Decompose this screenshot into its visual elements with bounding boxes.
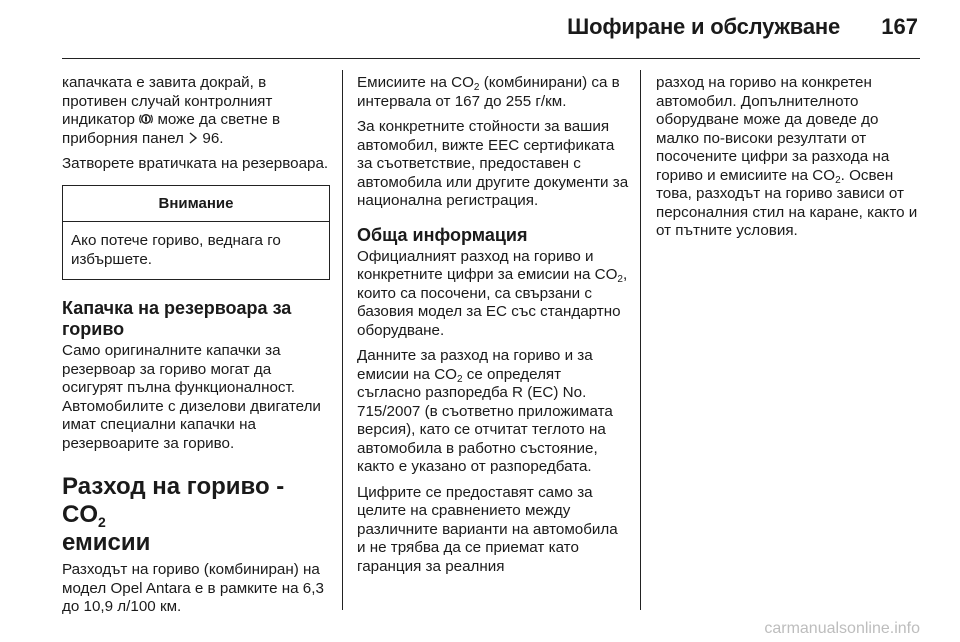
paragraph [357,347,629,477]
page-reference-arrow-icon [188,132,198,144]
section-heading-general: Обща информация [357,224,528,245]
text: Данните за разход на гориво и за емисии на CO [357,347,593,383]
warning-box [62,185,330,281]
text: Официалният разход на гориво и конкретните цифри за емисии на CO [357,247,618,283]
watermark: carmanualsonline.info [764,620,920,637]
column-divider-2 [640,70,641,610]
paragraph: Само оригиналните капачки за резервоар за гориво могат да осигурят пълна функционалност. Автомобилите с дизелови двигатели имат специални капачки на резервоарите за гориво. [62,342,321,452]
paragraph: Цифрите се предоставят само за целите на сравнението между различните варианти на автомобила и не трябва да се приемат като гаранция за реалния [357,483,618,575]
header-rule [62,58,920,59]
heading-text: Разход на гориво - CO [62,473,285,528]
column-2 [357,74,629,583]
heading-text: емисии [62,529,151,556]
text: може да светне в приборния панел [62,111,281,147]
section-heading-fuel-cap: Капачка на резервоара за гориво [62,298,292,339]
page-number: 167 [881,14,918,39]
paragraph [62,74,330,148]
subscript: 2 [473,82,480,93]
paragraph: За конкретните стойности за вашия автомобил, вижте ЕЕС сертификата за съответствие, предоставен с автомобила или другите документи за национална регистрация. [357,118,629,209]
subscript: 2 [457,373,463,385]
paragraph [357,74,629,111]
page-header-title: Шофиране и обслужване [567,14,840,39]
subscript: 2 [617,274,623,285]
column-3 [656,74,924,248]
fuel-cap-warning-icon [139,112,153,126]
subscript: 2 [98,514,106,530]
page-reference[interactable]: 96. [202,129,224,147]
paragraph: Разходът на гориво (комбиниран) на модел Opel Antara е в рамките на 6,3 до 10,9 л/100 км. [62,561,324,615]
column-divider-1 [342,70,343,610]
text: Емисиите на CO [357,74,474,91]
text: (комбинирани) са в интервала от 167 до 255 г/км. [357,74,620,110]
paragraph: Затворете вратичката на резервоара. [62,155,329,172]
section-heading-fuel-consumption [62,473,330,557]
subscript: 2 [835,174,841,186]
warning-text: Ако потече гориво, веднага го избършете. [71,232,281,268]
text: разход на гориво на конкретен автомобил. Допълнителното оборудване може да доведе до малко по-високи резултати от посочените цифри за разхода на гориво и емисиите на CO [656,74,890,184]
text: , които са посочени, са свързани с базовия модел за ЕС със стандартно оборудване. [357,266,628,339]
paragraph [656,74,924,241]
warning-title: Внимание [63,186,329,223]
text: . Освен това, разходът на гориво зависи от персоналния стил на каране, както и от пътните условия. [656,166,918,239]
column-1 [62,74,330,624]
text: капачката е завита докрай, в противен случай контролният индикатор [62,74,273,128]
paragraph [357,248,629,341]
text: се определят съгласно разпоредба R (EC) No. 715/2007 (в съответно приложимата версия), като се отчитат теглото на автомобила в работно състояние, както е указано от разпоредбата. [357,365,613,475]
